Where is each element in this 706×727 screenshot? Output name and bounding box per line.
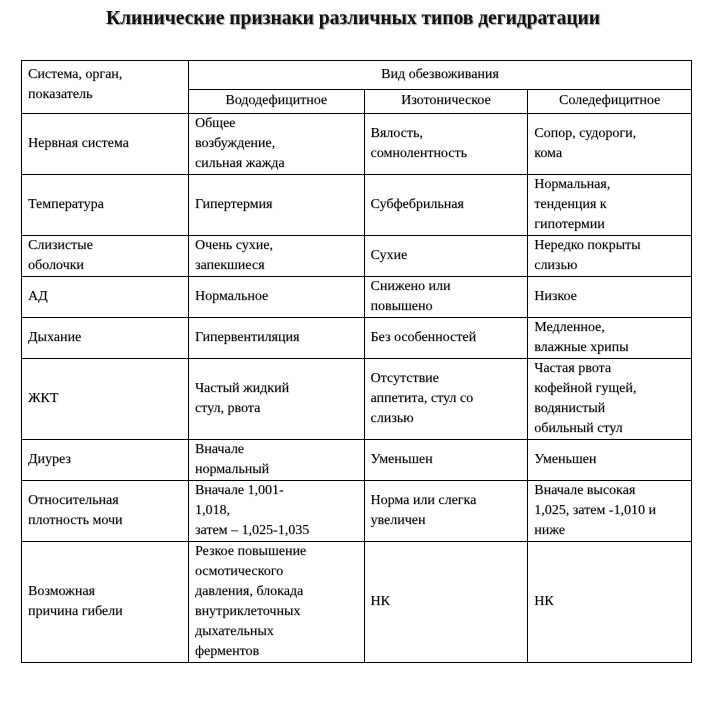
table-row	[22, 359, 692, 440]
row-iso-cell: Норма или слегка увеличен	[364, 481, 528, 542]
table-row	[22, 236, 692, 277]
row-salt-cell: НК	[528, 542, 692, 663]
row-water-cell: Резкое повышение осмотического давления, блокада внутриклеточных дыхательных ферментов	[188, 542, 364, 663]
page-title: Клинические признаки различных типов дегидратации	[105, 8, 601, 29]
row-water-cell: Гипертермия	[188, 175, 364, 236]
row-salt-cell: Частая рвота кофейной гущей, водянистый обильный стул	[528, 359, 692, 440]
row-system-cell: Диурез	[22, 440, 189, 481]
row-system-cell: Относительная плотность мочи	[22, 481, 189, 542]
row-water-cell: Общее возбуждение, сильная жажда	[188, 114, 364, 175]
row-salt-cell: Нормальная, тенденция к гипотермии	[528, 175, 692, 236]
row-water-cell: Гипервентиляция	[188, 318, 364, 359]
table-row	[22, 440, 692, 481]
row-iso-cell: Сухие	[364, 236, 528, 277]
row-salt-cell: Низкое	[528, 277, 692, 318]
subheader-salt-deficit: Соледефицитное	[528, 89, 692, 113]
subheader-isotonic: Изотоническое	[364, 89, 528, 113]
row-system-cell: Нервная система	[22, 114, 189, 175]
row-iso-cell: Отсутствие аппетита, стул со слизью	[364, 359, 528, 440]
row-iso-cell: Снижено или повышено	[364, 277, 528, 318]
table-row	[22, 175, 692, 236]
row-water-cell: Очень сухие, запекшиеся	[188, 236, 364, 277]
row-salt-cell: Медленное, влажные хрипы	[528, 318, 692, 359]
row-salt-cell: Сопор, судороги, кома	[528, 114, 692, 175]
row-iso-cell: Уменьшен	[364, 440, 528, 481]
row-system-cell: ЖКТ	[22, 359, 189, 440]
row-system-cell: Слизистые оболочки	[22, 236, 189, 277]
table-row	[22, 114, 692, 175]
dehydration-table	[21, 60, 692, 663]
header-group-cell: Вид обезвоживания	[188, 61, 691, 90]
table-row	[22, 277, 692, 318]
row-system-cell: Температура	[22, 175, 189, 236]
table-row	[22, 542, 692, 663]
row-system-cell: Дыхание	[22, 318, 189, 359]
header-system-cell: Система, орган, показатель	[22, 61, 189, 114]
header-row	[22, 61, 692, 90]
row-system-cell: АД	[22, 277, 189, 318]
row-iso-cell: Вялость, сомнолентность	[364, 114, 528, 175]
row-water-cell: Вначале 1,001- 1,018, затем – 1,025-1,035	[188, 481, 364, 542]
row-system-cell: Возможная причина гибели	[22, 542, 189, 663]
subheader-water-deficit: Вододефицитное	[188, 89, 364, 113]
row-water-cell: Частый жидкий стул, рвота	[188, 359, 364, 440]
row-iso-cell: НК	[364, 542, 528, 663]
row-salt-cell: Вначале высокая 1,025, затем -1,010 и ниже	[528, 481, 692, 542]
row-iso-cell: Субфебрильная	[364, 175, 528, 236]
row-salt-cell: Нередко покрыты слизью	[528, 236, 692, 277]
table-row	[22, 481, 692, 542]
row-iso-cell: Без особенностей	[364, 318, 528, 359]
table-row	[22, 318, 692, 359]
row-salt-cell: Уменьшен	[528, 440, 692, 481]
row-water-cell: Нормальное	[188, 277, 364, 318]
row-water-cell: Вначале нормальный	[188, 440, 364, 481]
